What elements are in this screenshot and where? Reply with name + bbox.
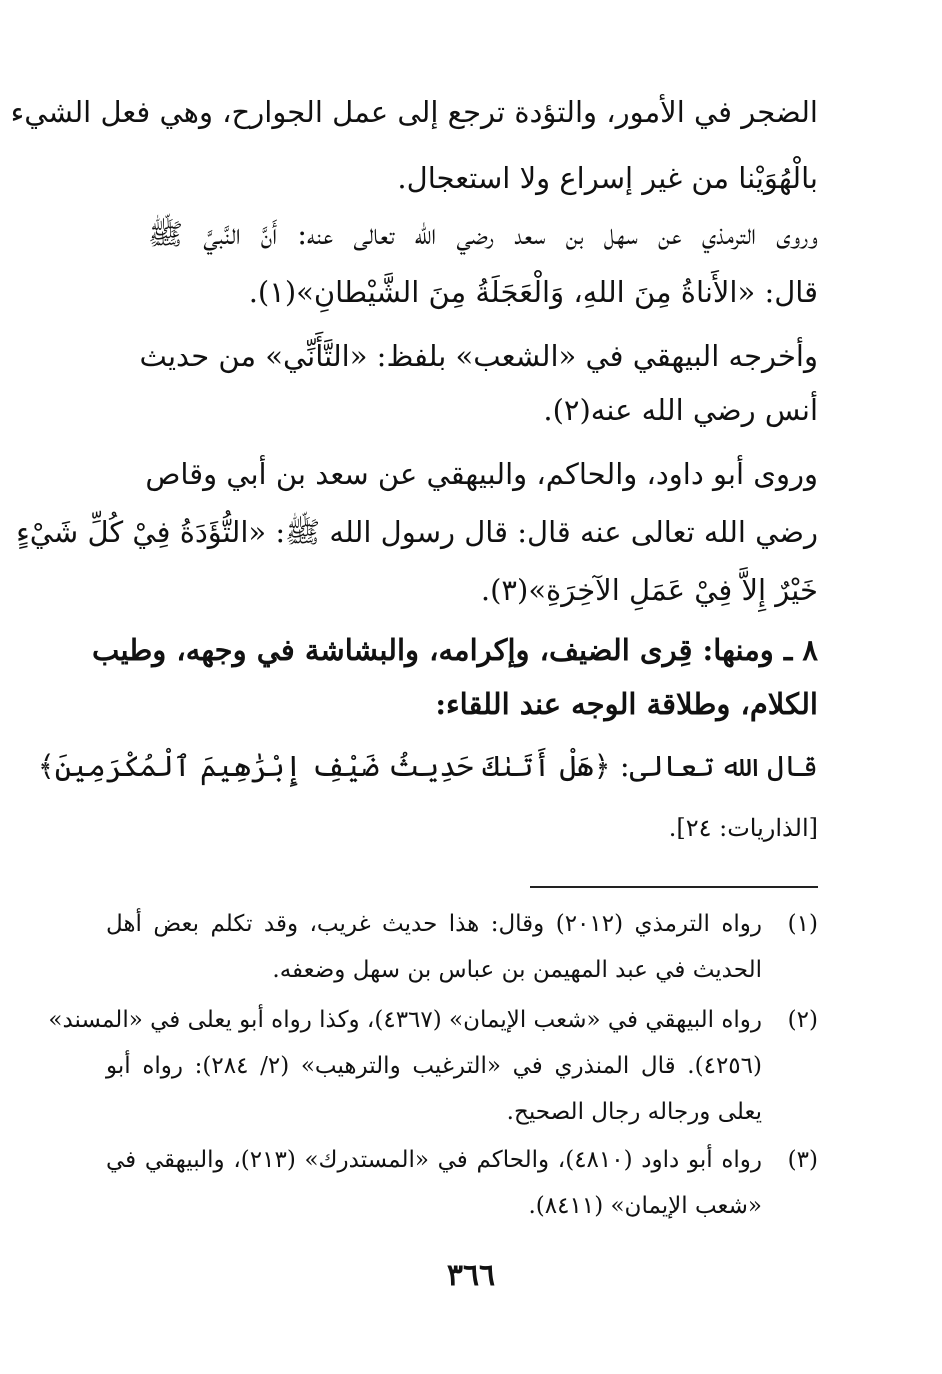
footnote-line: رواه الترمذي (٢٠١٢) وقال: هذا حديث غريب، وقد تكلم بعض أهل <box>106 911 762 937</box>
section-heading: الكلام، وطلاقة الوجه عند اللقاء: <box>435 687 818 721</box>
text-line: أنس رضي الله عنه(٢). <box>543 393 818 427</box>
verse-reference: [الذاريات: ٢٤]. <box>668 814 818 842</box>
text-line: وأخرجه البيهقي في «الشعب» بلفظ: «التَّأَنِّي» من حديث <box>139 339 818 373</box>
text-line: وروى الترمذي عن سهل بن سعد رضي الله تعالى عنه: أَنَّ النَّبيَّ ﷺ <box>148 217 818 251</box>
footnote-number: (٢) <box>787 1007 818 1033</box>
footnote-line: الحديث في عبد المهيمن بن عباس بن سهل وضعفه. <box>272 957 762 983</box>
quran-verse-line: قال الله تعالى: ﴿هَلْ أَتَىٰكَ حَدِيثُ ضَيْفِ إِبْرَٰهِيمَ ٱلْمُكْرَمِينَ﴾ <box>37 749 818 783</box>
footnote-number: (٣) <box>787 1147 818 1173</box>
page-number: ٣٦٦ <box>446 1258 496 1293</box>
page-body <box>10 88 818 1298</box>
text-line: بالْهُوَيْنا من غير إسراع ولا استعجال. <box>397 161 818 195</box>
text-line: وروى أبو داود، والحاكم، والبيهقي عن سعد بن أبي وقاص <box>145 457 818 491</box>
footnote-number: (١) <box>787 911 818 937</box>
text-line: قال: «الأَناةُ مِنَ اللهِ، وَالْعَجَلَةُ مِنَ الشَّيْطانِ»(١). <box>248 275 818 309</box>
footnote-line: رواه البيهقي في «شعب الإيمان» (٤٣٦٧)، وكذا رواه أبو يعلى في «المسند» <box>48 1007 762 1033</box>
footnote-line: يعلى ورجاله رجال الصحيح. <box>506 1099 762 1125</box>
text-line: الضجر في الأمور، والتؤدة ترجع إلى عمل الجوارح، وهي فعل الشيء <box>10 95 818 129</box>
footnote-line: «شعب الإيمان» (٨٤١١). <box>528 1193 762 1219</box>
footnote-separator <box>530 886 818 888</box>
footnote-line: رواه أبو داود (٤٨١٠)، والحاكم في «المستدرك» (٢١٣)، والبيهقي في <box>106 1147 762 1173</box>
text-line: خَيْرٌ إِلاَّ فِيْ عَمَلِ الآخِرَةِ»(٣). <box>480 573 818 607</box>
section-heading: ٨ ـ ومنها: قِرى الضيف، وإكرامه، والبشاشة في وجهه، وطيب <box>92 633 818 667</box>
footnote-line: (٤٢٥٦). قال المنذري في «الترغيب والترهيب» (٢/ ٢٨٤): رواه أبو <box>106 1053 762 1079</box>
text-line: رضي الله تعالى عنه قال: قال رسول الله ﷺ: «التُّؤَدَةُ فِيْ كُلِّ شَيْءٍ <box>16 515 818 549</box>
